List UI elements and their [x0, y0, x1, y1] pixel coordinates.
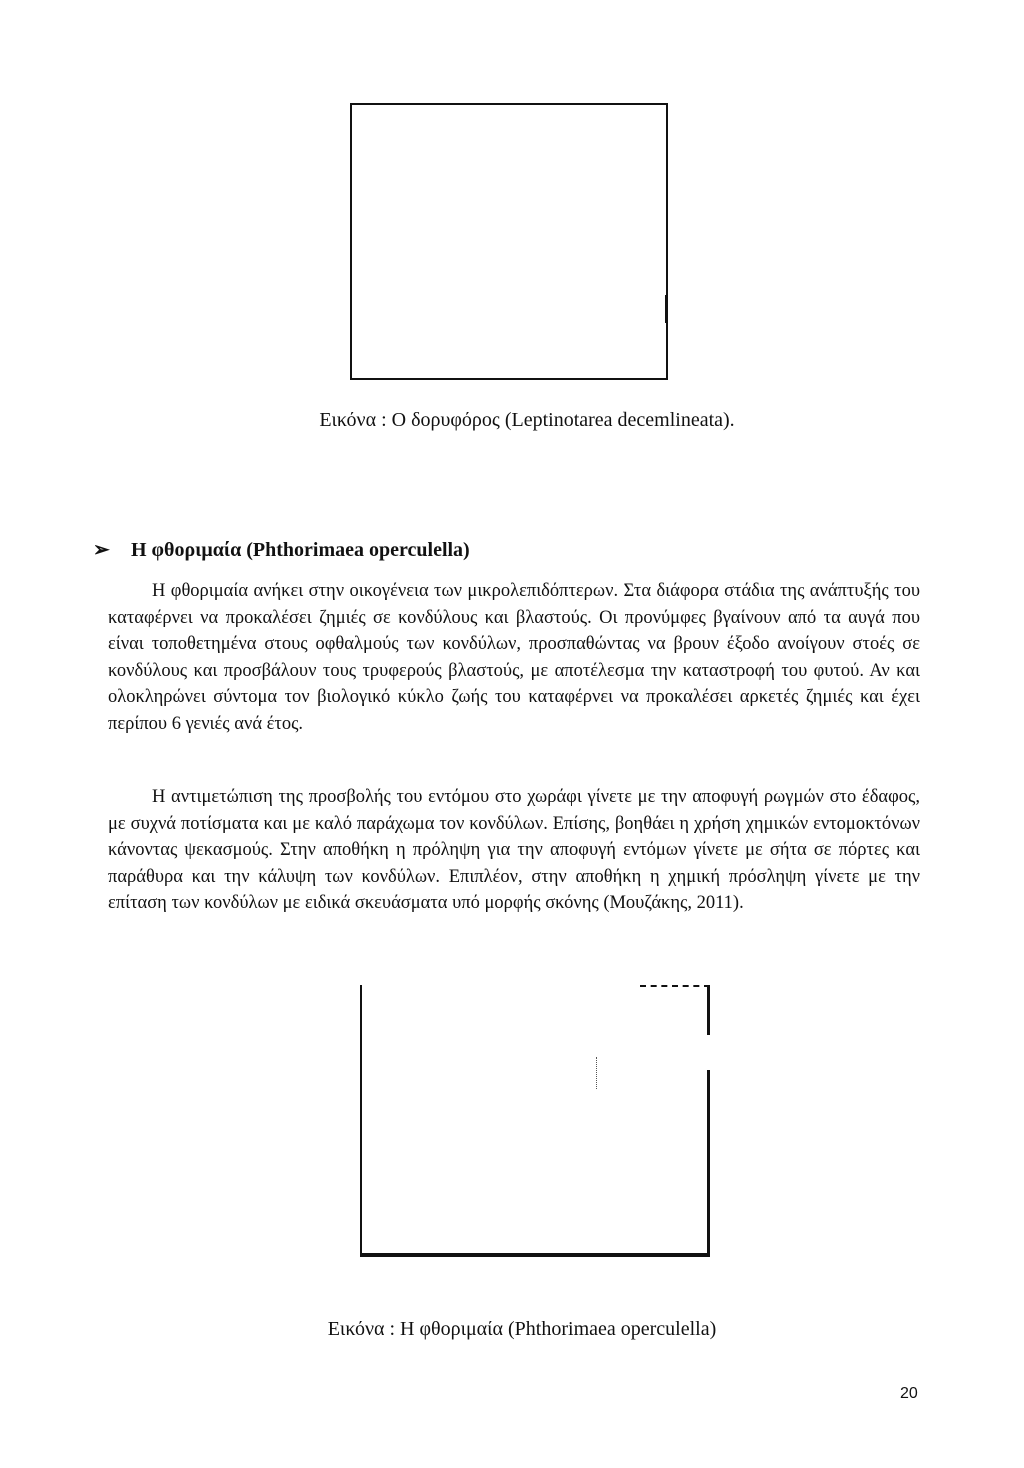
frame-mark	[707, 985, 710, 1035]
frame-mark	[665, 295, 668, 323]
section-heading	[93, 537, 470, 563]
figure-2-caption: Εικόνα : Η φθοριμαία (Phthorimaea operculella)	[327, 1318, 717, 1340]
paragraph-description: Η φθοριμαία ανήκει στην οικογένεια των μικρολεπιδόπτερων. Στα διάφορα στάδια της ανάπτυξής του καταφέρνει να προκαλέσει ζημιές σε κονδύλους και βλαστούς. Οι προνύμφες βγαίνουν από τα αυγά που είναι τοποθετημένα στους οφθαλμούς των κονδύλων, προσπαθώντας να βρουν έξοδο ανοίγουν στοές σε κονδύλους και προσβάλουν τους τρυφερούς βλαστούς, με αποτέλεσμα την καταστροφή του φυτού. Αν και ολοκληρώνει σύντομα τον βιολογικό κύκλο ζωής του καταφέρνει να προκαλέσει αρκετές ζημιές και έχει περίπου 6 γενιές ανά έτος.	[108, 581, 920, 734]
figure-1-caption: Εικόνα : Ο δορυφόρος (Leptinotarea decemlineata).	[319, 409, 735, 431]
arrow-bullet-icon: ➢	[93, 539, 110, 561]
page-number: 20	[900, 1385, 918, 1402]
figure-2-image-frame	[360, 985, 710, 1257]
paragraph-control-measures: Η αντιμετώπιση της προσβολής του εντόμου στο χωράφι γίνετε με την αποφυγή ρωγμών στο έδαφος, με συχνά ποτίσματα και με καλό παράχωμα τον κονδύλων. Επίσης, βοηθάει η χρήση χημικών εντομοκτόνων κάνοντας ψεκασμούς. Στην αποθήκη η πρόληψη για την αποφυγή εντόμων γίνετε με σήτα σε πόρτες και παράθυρα και την κάλυψη των κονδύλων. Επιπλέον, στην αποθήκη η χημική πρόσληψη γίνετε με την επίταση των κονδύλων με ειδικά σκευάσματα υπό μορφής σκόνης (Μουζάκης, 2011).	[108, 787, 920, 913]
frame-mark	[707, 1070, 710, 1257]
frame-mark	[640, 985, 710, 987]
frame-mark	[596, 1057, 598, 1089]
figure-1-image-frame	[350, 103, 668, 380]
section-heading-text: Η φθοριμαία (Phthorimaea operculella)	[131, 539, 470, 561]
